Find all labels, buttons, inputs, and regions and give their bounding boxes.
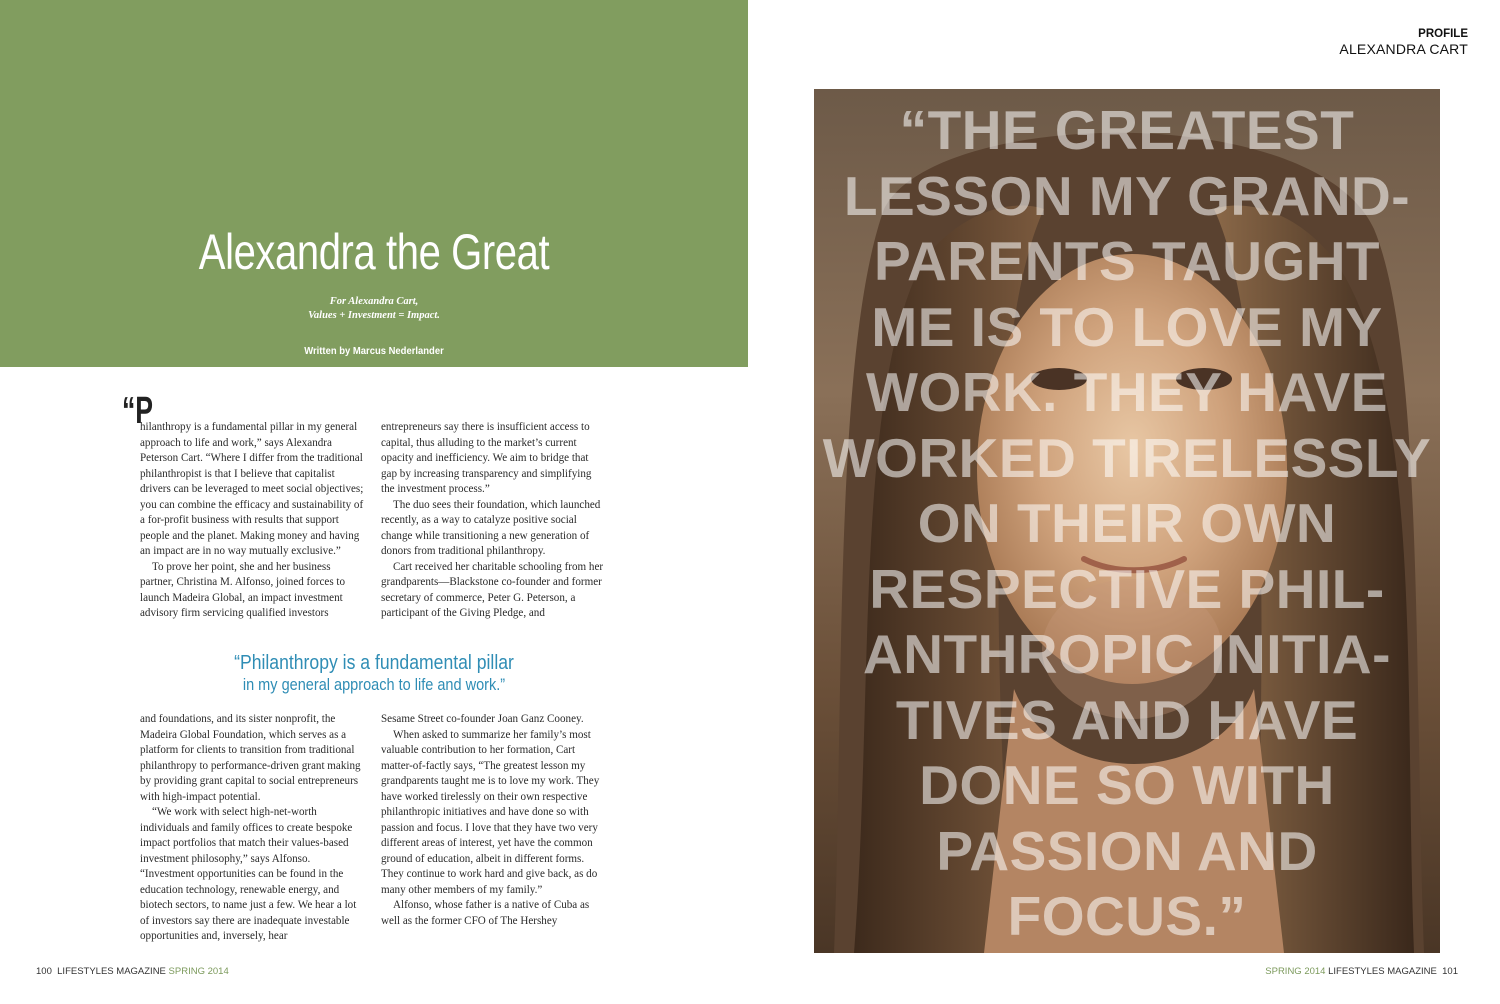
quote-line: ME IS TO LOVE MY [871,295,1383,358]
byline: Written by Marcus Nederlander [304,345,444,357]
article-title: Alexandra the Great [198,224,550,280]
quote-line: FOCUS.” [1007,885,1247,947]
paragraph: hilanthropy is a fundamental pillar in my general approach to life and work,” says Alexandra Peterson Cart. “Where I differ from the traditional philanthropist is that I believe that capitalist drivers can be leveraged to meet social objectives; you can combine the efficacy and sustainability of a for-profit business with results that support people and the planet. Making money and having an impact are in no way mutually exclusive.” [140,421,364,557]
footer-left [36,966,229,977]
section-kicker: PROFILE [1418,28,1468,40]
quote-line: LESSON MY GRAND- [843,164,1411,227]
article-subtitle [0,295,748,323]
quote-line: DONE SO WITH [919,754,1335,816]
column-1-bottom [140,712,366,945]
quote-line: “THE GREATEST [899,99,1355,161]
quote-line: PASSION AND [936,819,1318,882]
quote-line: WORK. THEY HAVE [866,361,1388,423]
paragraph: When asked to summarize her family’s most valuable contribution to her formation, Cart matter-of-factly says, “The greatest lesson my grandparents taught me is to love my work. They have worked tirelessly on their own respective philanthropic initiatives and have done so with passion and focus. I love that they have two very different areas of interest, yet have the common ground of education, albeit in different forms. They continue to work hard and give back, as do many other members of my family.” [381,728,600,896]
paragraph: Cart received her charitable schooling from her grandparents—Blackstone co-founder and former secretary of commerce, Peter G. Peterson, a participant of the Giving Pledge, and [381,560,604,619]
quote-line: RESPECTIVE PHIL- [869,557,1385,620]
paragraph: entrepreneurs say there is insufficient access to capital, thus alluding to the market’s current opacity and inefficiency. We aim to bridge that gap by increasing transparency and simplifying the investment process.” [381,421,592,495]
column-2-top [381,420,607,622]
column-1-top [140,420,366,622]
quote-line: TIVES AND HAVE [895,688,1359,751]
paragraph: Alfonso, whose father is a native of Cuba as well as the former CFO of The Hershey [381,899,590,927]
quote-line: PARENTS TAUGHT [873,230,1381,292]
subtitle-line-2: Values + Investment = Impact. [308,310,440,321]
page-number: 100 [36,966,52,977]
quote-line: ANTHROPIC INITIA- [863,623,1391,685]
quote-line: WORKED TIRELESSLY [822,426,1432,489]
paragraph: To prove her point, she and her business partner, Christina M. Alfonso, joined forces to launch Madeira Global, an impact investment advisory firm servicing qualified investors [140,560,346,619]
drop-cap: “P [122,390,154,432]
footer-right [1265,966,1458,977]
paragraph: “We work with select high-net-worth individuals and family offices to create bespoke impact portfolios that match their values-based investment philosophy,” says Alfonso. “Investment opportunities can be found in the education technology, renewable energy, and biotech sectors, to name just a few. We hear a lot of investors say there are inadequate investable opportunities and, inversely, hear [140,806,357,942]
issue-season: SPRING 2014 [1265,966,1326,977]
subtitle-line-1: For Alexandra Cart, [329,296,419,307]
quote-line: ON THEIR OWN [917,492,1337,554]
photo-overlay-quote [814,98,1440,950]
magazine-name: LIFESTYLES MAGAZINE [1328,966,1437,977]
paragraph: and foundations, and its sister nonprofit, the Madeira Global Foundation, which serves as a platform for clients to transition from traditional philanthropy to performance-driven grant making by providing grant capital to social entrepreneurs with high-impact potential. [140,713,361,803]
column-2-bottom [381,712,607,929]
paragraph: Sesame Street co-founder Joan Ganz Cooney. [381,713,584,725]
profile-name: ALEXANDRA CART [1339,41,1468,57]
page-number: 101 [1442,966,1458,977]
pull-quote-line-1: “Philanthropy is a fundamental pillar [234,652,514,674]
pull-quote [168,652,580,696]
paragraph: The duo sees their foundation, which launched recently, as a way to catalyze positive social change while transitioning a new generation of donors from traditional philanthropy. [381,498,601,557]
pull-quote-line-2: in my general approach to life and work.” [242,676,506,694]
issue-season: SPRING 2014 [168,966,229,977]
magazine-name: LIFESTYLES MAGAZINE [57,966,166,977]
